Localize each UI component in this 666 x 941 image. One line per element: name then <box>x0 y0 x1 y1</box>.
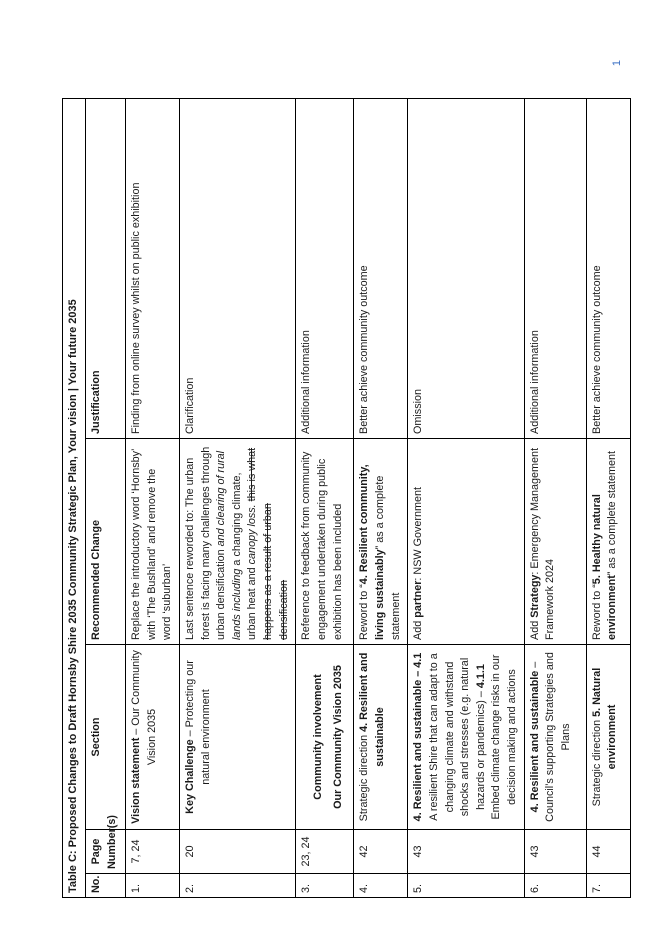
table-row <box>296 99 354 898</box>
row-section: Strategic direction 5. Natural environment <box>586 645 630 830</box>
row-page: 43 <box>408 830 524 874</box>
row-number: 1. <box>125 874 179 898</box>
row-recommended-change: Add Strategy: Emergency Management Framework 2024 <box>524 439 586 645</box>
row-section: Strategic direction 4. Resilient and sustainable <box>354 645 408 830</box>
row-recommended-change: Reword to “4. Resilient community, living sustainably” as a complete statement <box>354 439 408 645</box>
row-recommended-change: Add partner: NSW Government <box>408 439 524 645</box>
row-section: Vision statement – Our Community Vision 2035 <box>125 645 179 830</box>
row-justification: Omission <box>408 99 524 439</box>
row-recommended-change: Reference to feedback from community engagement undertaken during public exhibition has been included <box>296 439 354 645</box>
row-justification: Better achieve community outcome <box>354 99 408 439</box>
row-number: 4. <box>354 874 408 898</box>
rotated-table-area <box>62 98 619 898</box>
row-page: 7, 24 <box>125 830 179 874</box>
row-section: Key Challenge – Protecting our natural environment <box>179 645 295 830</box>
table-row <box>586 99 630 898</box>
table-row <box>524 99 586 898</box>
proposed-changes-table <box>62 98 631 898</box>
table-row <box>408 99 524 898</box>
row-recommended-change: Last sentence reworded to: The urban forest is facing many challenges through urban densification and clearing of rural lands including a changing climate, urban heat and canopy loss. this is what happens as a result of urban densification <box>179 439 295 645</box>
row-section: Community involvement Our Community Vision 2035 <box>296 645 354 830</box>
row-number: 7. <box>586 874 630 898</box>
row-page: 23, 24 <box>296 830 354 874</box>
row-page: 20 <box>179 830 295 874</box>
row-number: 2. <box>179 874 295 898</box>
row-justification: Better achieve community outcome <box>586 99 630 439</box>
row-justification: Finding from online survey whilst on public exhibition <box>125 99 179 439</box>
header-no: No. <box>85 874 125 898</box>
landscape-table-container <box>62 98 619 898</box>
page-number: 1 <box>611 59 624 67</box>
row-section: 4. Resilient and sustainable – Council’s supporting Strategies and Plans <box>524 645 586 830</box>
table-title: Table C: Proposed Changes to Draft Hornsby Shire 2035 Community Strategic Plan, Your vision | Your future 2035 <box>63 99 86 898</box>
row-recommended-change: Reword to “5. Healthy natural environment” as a complete statement <box>586 439 630 645</box>
row-page: 43 <box>524 830 586 874</box>
row-justification: Additional information <box>296 99 354 439</box>
table-header-row <box>85 99 125 898</box>
table-row <box>179 99 295 898</box>
table-row <box>125 99 179 898</box>
row-number: 6. <box>524 874 586 898</box>
row-justification: Clarification <box>179 99 295 439</box>
row-page: 42 <box>354 830 408 874</box>
struck-text: this is what happens as a result of urban densification <box>246 447 290 640</box>
row-page: 44 <box>586 830 630 874</box>
header-page-numbers: Page Number(s) <box>85 830 125 874</box>
header-section: Section <box>85 645 125 830</box>
row-number: 5. <box>408 874 524 898</box>
row-section: 4. Resilient and sustainable – 4.1 A resilient Shire that can adapt to a changing climate and withstand shocks and stresses (e.g. natural hazards or pandemics) – 4.1.1 Embed climate change risks in our decision making and actions <box>408 645 524 830</box>
table-title-row <box>63 99 86 898</box>
header-justification: Justification <box>85 99 125 439</box>
table-row <box>354 99 408 898</box>
row-number: 3. <box>296 874 354 898</box>
row-justification: Additional information <box>524 99 586 439</box>
row-recommended-change: Replace the introductory word ‘Hornsby’ with ‘The Bushland’ and remove the word ‘suburban’ <box>125 439 179 645</box>
header-recommended-change: Recommended Change <box>85 439 125 645</box>
